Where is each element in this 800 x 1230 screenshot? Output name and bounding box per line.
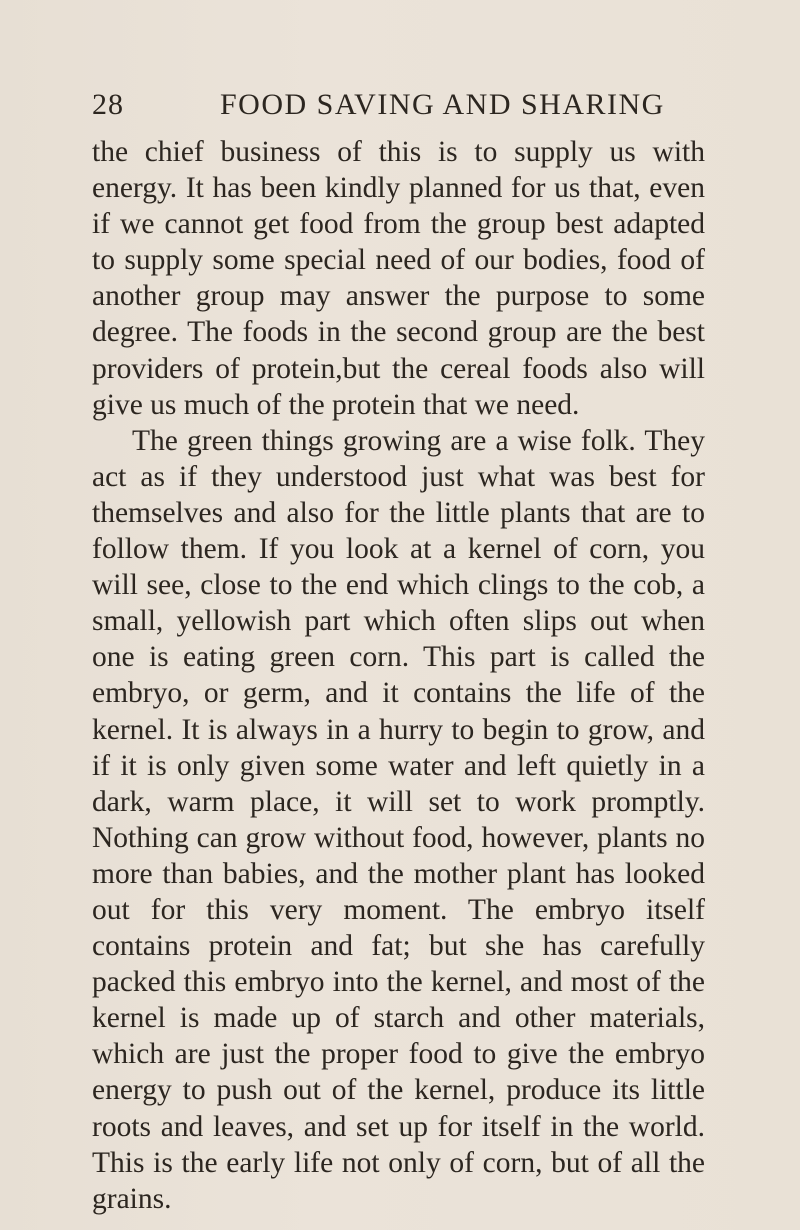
page-header [92, 88, 712, 128]
running-head: FOOD SAVING AND SHARING [220, 88, 665, 121]
paragraph-1: the chief business of this is to supply us with energy. It has been kindly planned for us that, even if we cannot get food from the group best adapted to supply some special need of our bodies, food of another group may answer the purpose to some degree. The foods in the second group are the best providers of protein,but the cereal foods also will give us much of the protein that we need. [92, 136, 705, 421]
body-text [92, 134, 705, 1217]
paragraph-2: The green things growing are a wise folk. They act as if they understood just what was best for themselves and also for the little plants that are to follow them. If you look at a kernel of corn, you will see, close to the end which clings to the cob, a small, yellowish part which often slips out when one is eating green corn. This part is called the embryo, or germ, and it contains the life of the kernel. It is always in a hurry to begin to grow, and if it is only given some water and left quietly in a dark, warm place, it will set to work promptly. Nothing can grow without food, however, plants no more than babies, and the mother plant has looked out for this very moment. The embryo itself contains protein and fat; but she has carefully packed this embryo into the kernel, and most of the kernel is made up of starch and other materials, which are just the proper food to give the embryo energy to push out of the kernel, produce its little roots and leaves, and set up for itself in the world. This is the early life not only of corn, but of all the grains. [92, 424, 705, 1215]
page-number: 28 [92, 88, 124, 121]
